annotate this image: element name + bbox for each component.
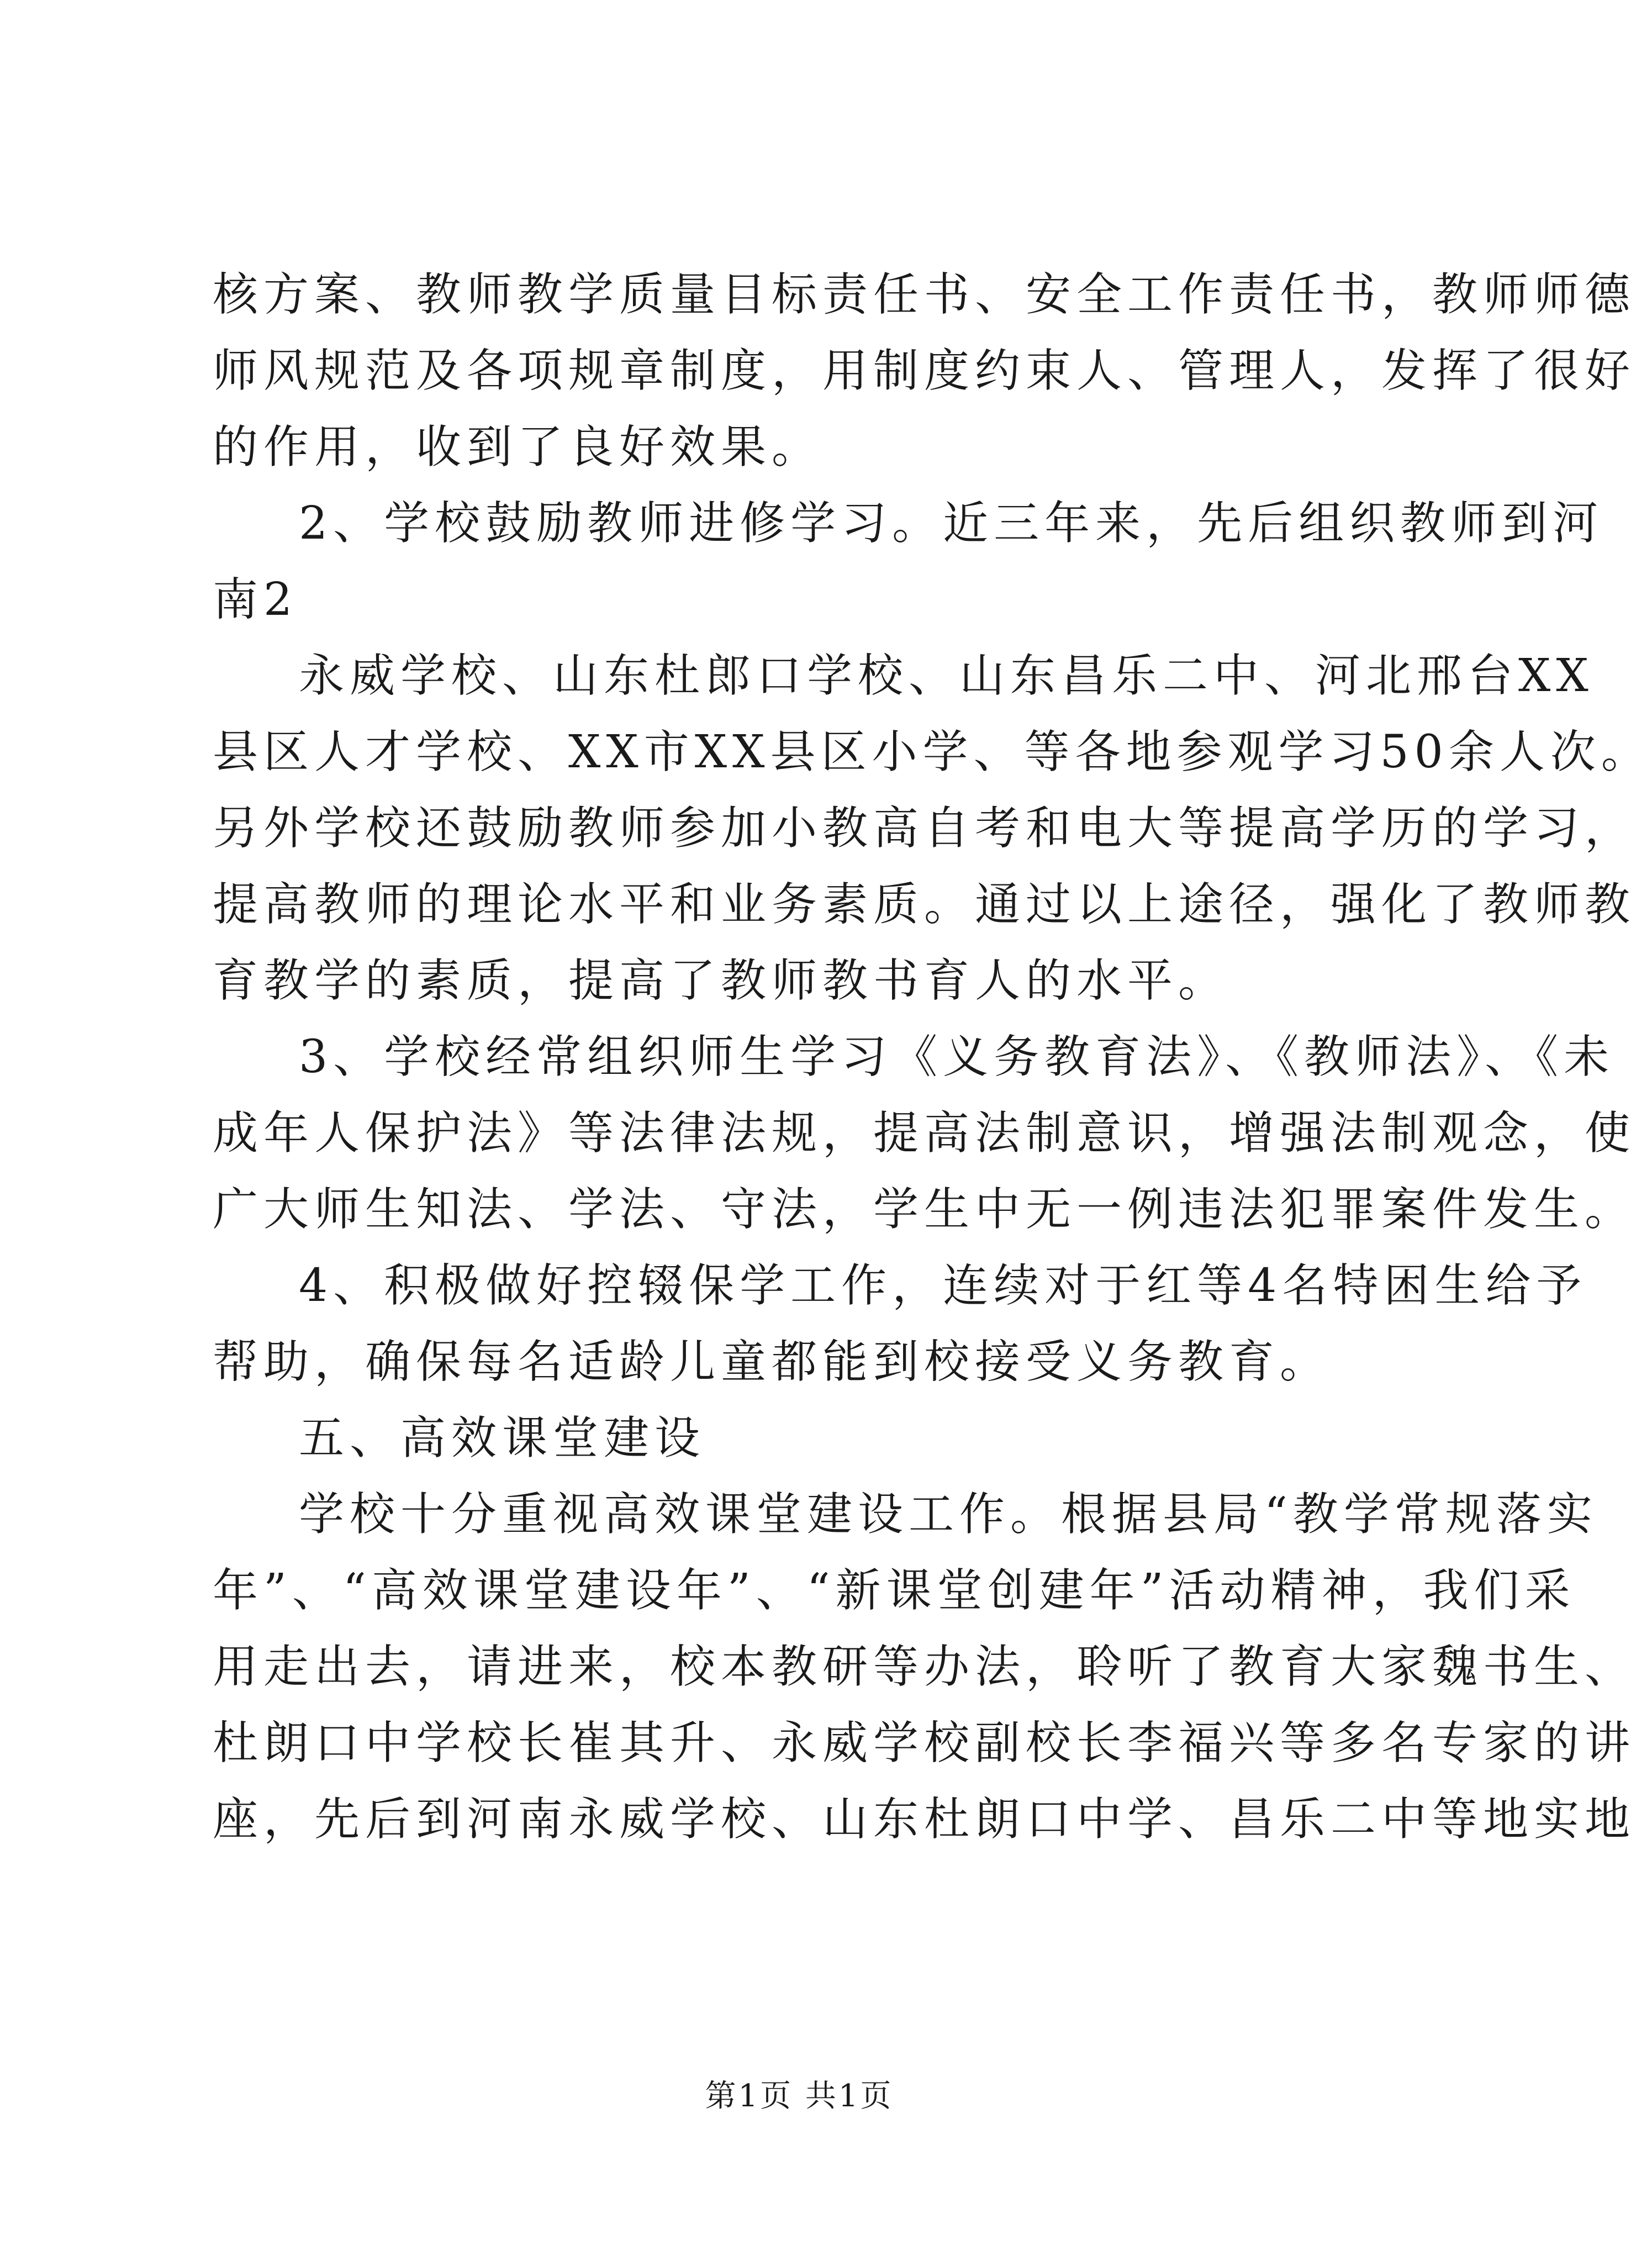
text-line: 核方案、教师教学质量目标责任书、安全工作责任书，教师师德 [213,268,1636,321]
paragraph-start-line: 2、学校鼓励教师进修学习。近三年来，先后组织教师到河 [299,497,1604,550]
text-line: 年”、“高效课堂建设年”、“新课堂创建年”活动精神，我们采 [213,1564,1576,1617]
text-line: 县区人才学校、XX市XX县区小学、等各地参观学习50余人次。 [213,726,1652,778]
section-heading: 五、高效课堂建设 [299,1412,706,1464]
text-line: 座，先后到河南永威学校、山东杜朗口中学、昌乐二中等地实地 [213,1793,1636,1846]
document-body [213,257,1652,1858]
page-number-footer: 第1页 共1页 [705,2078,894,2114]
text-line: 的作用，收到了良好效果。 [213,421,823,473]
text-line: 育教学的素质，提高了教师教书育人的水平。 [213,955,1229,1007]
text-line: 师风规范及各项规章制度，用制度约束人、管理人，发挥了很好 [213,345,1636,397]
text-line: 南2 [213,573,298,626]
text-line: 用走出去，请进来，校本教研等办法，聆听了教育大家魏书生、 [213,1641,1636,1693]
text-line: 广大师生知法、学法、守法，学生中无一例违法犯罪案件发生。 [213,1183,1636,1236]
text-line: 帮助，确保每名适龄儿童都能到校接受义务教育。 [213,1336,1331,1388]
text-line: 成年人保护法》等法律法规，提高法制意识，增强法制观念，使 [213,1107,1636,1160]
paragraph-start-line: 学校十分重视高效课堂建设工作。根据县局“教学常规落实 [299,1488,1598,1541]
paragraph-start-line: 永威学校、山东杜郎口学校、山东昌乐二中、河北邢台XX [299,650,1594,702]
paragraph-start-line: 4、积极做好控辍保学工作，连续对于红等4名特困生给予 [299,1259,1587,1312]
text-line: 另外学校还鼓励教师参加小教高自考和电大等提高学历的学习， [213,802,1636,855]
text-line: 杜朗口中学校长崔其升、永威学校副校长李福兴等多名专家的讲 [213,1717,1636,1769]
text-line: 提高教师的理论水平和业务素质。通过以上途径，强化了教师教 [213,878,1636,931]
paragraph-start-line: 3、学校经常组织师生学习《义务教育法》、《教师法》、《未 [299,1031,1615,1083]
